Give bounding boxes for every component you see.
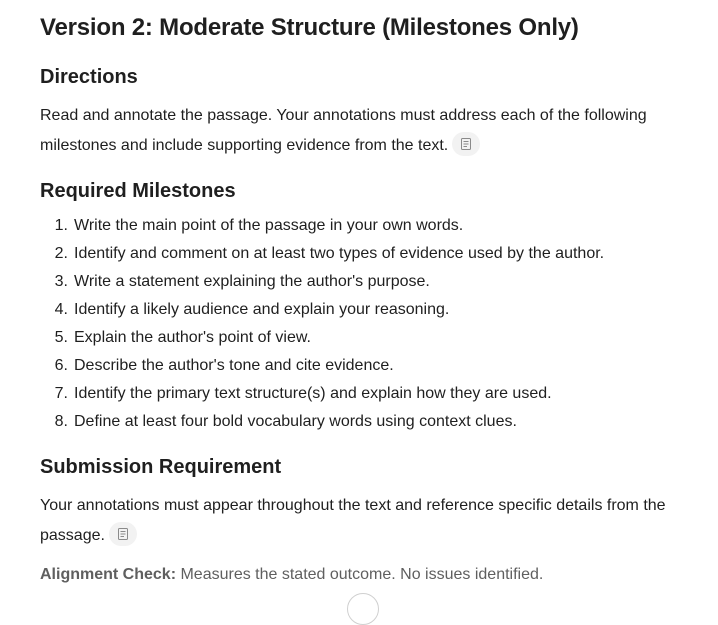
alignment-check-text: Measures the stated outcome. No issues identified. <box>180 566 544 583</box>
citation-button[interactable] <box>109 522 137 546</box>
directions-heading: Directions <box>40 66 138 88</box>
alignment-check-label: Alignment Check: <box>40 566 177 583</box>
list-item: 5. Explain the author's point of view. <box>54 329 311 346</box>
directions-text: Read and annotate the passage. Your annotations must address each of the following milestones and include supporting evidence from the text. <box>40 107 647 154</box>
list-item: 2. Identify and comment on at least two types of evidence used by the author. <box>54 245 605 262</box>
citation-button[interactable] <box>452 132 480 156</box>
milestones-list <box>40 212 604 436</box>
page-title: Version 2: Moderate Structure (Milestones Only) <box>40 14 579 41</box>
list-item: 3. Write a statement explaining the author's purpose. <box>54 273 430 290</box>
list-item: 4. Identify a likely audience and explain your reasoning. <box>54 301 450 318</box>
submission-paragraph <box>40 491 680 551</box>
submission-heading: Submission Requirement <box>40 456 282 478</box>
list-item: 7. Identify the primary text structure(s) and explain how they are used. <box>54 385 552 402</box>
scroll-down-button[interactable] <box>347 593 379 625</box>
document-citation-icon <box>117 528 129 540</box>
milestones-heading: Required Milestones <box>40 180 236 202</box>
document-citation-icon <box>460 138 472 150</box>
list-item: 6. Describe the author's tone and cite evidence. <box>54 357 394 374</box>
list-item: 8. Define at least four bold vocabulary words using context clues. <box>54 413 517 430</box>
alignment-check <box>40 563 543 587</box>
list-item: 1. Write the main point of the passage in your own words. <box>54 217 464 234</box>
directions-paragraph <box>40 101 680 161</box>
submission-text: Your annotations must appear throughout the text and reference specific details from the passage. <box>40 497 666 544</box>
